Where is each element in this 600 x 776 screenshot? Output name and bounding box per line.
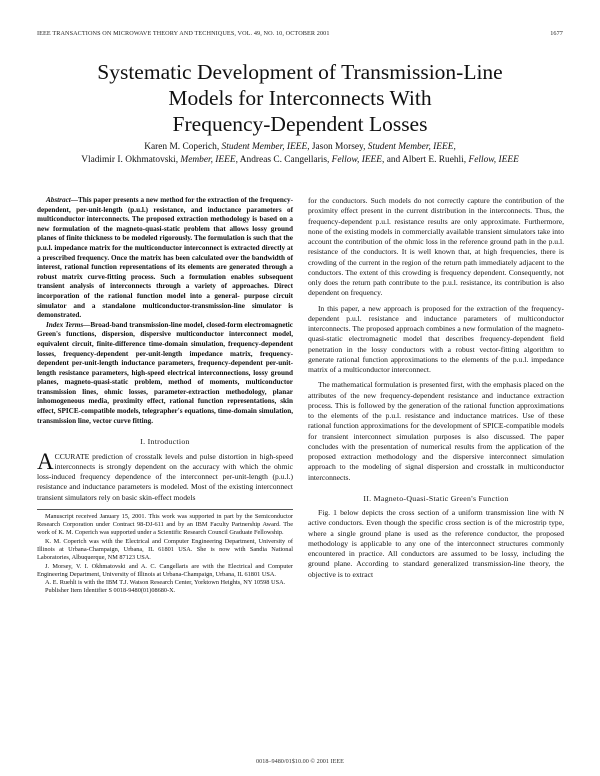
drop-cap: A bbox=[37, 448, 54, 474]
running-head bbox=[37, 30, 563, 37]
intro-text: CCURATE prediction of crosstalk levels and pulse distortion in high-speed interconnects is strongly dependent on the accuracy with which the ohmic loss-induced frequency dependence of the interconnect per-unit-length (p.u.l.) resistance and inductance parameters is modeled. Most of the existing interconnect transient simulators rely on basic skin-effect models bbox=[37, 451, 293, 502]
title-line-2: Models for Interconnects With bbox=[168, 86, 432, 110]
footnote-ruehli: A. E. Ruehli is with the IBM T.J. Watson Research Center, Yorktown Heights, NY 10598 USA. bbox=[45, 579, 286, 587]
index-terms-lead: Index Terms— bbox=[46, 320, 91, 329]
footnote-manuscript: Manuscript received January 15, 2001. This work was supported in part by the Semiconductor Research Corporation under Contract 98-DJ-611 and by an IBM Faculty Partnership Award. The work of K. M. Coperich was supported under a Scientific Research Council Graduate Fellowship. bbox=[37, 512, 293, 537]
copyright-footer: 0018–9480/01$10.00 © 2001 IEEE bbox=[256, 758, 344, 765]
author-line-1: Karen M. Coperich, Student Member, IEEE, Jason Morsey, Student Member, IEEE, bbox=[144, 142, 456, 152]
title-line-1: Systematic Development of Transmission-Line bbox=[97, 60, 503, 84]
right-column bbox=[308, 196, 564, 580]
paper-title bbox=[40, 59, 560, 137]
footnote-publisher-id: Publisher Item Identifier S 0018-9480(01)08680-X. bbox=[45, 587, 176, 595]
abstract-text: This paper presents a new method for the extraction of the frequency-dependent, per-unit-length (p.u.l.) resistance, and inductance parameters of multiconductor interconnects. The proposed extraction methodology is based on a new formulation of the magneto-quasi-static problem that allows lossy ground planes of finite thickness to be modeled rigorously. The formulation is such that the p.u.l. impedance matrix for the multiconductor interconnect is extracted directly at a prescribed frequency. Once the matrix has been calculated over the bandwidth of interest, rational function representations of its elements are generated through a robust matrix curve-fitting process. Such a formulation enables subsequent transient analysis of interconnects through a variety of approaches. Direct incorporation of the rational function model into a general- purpose circuit simulator and a standalone multiconductor-transmission-line simulator is demonstrated. bbox=[37, 196, 293, 320]
page-number: 1677 bbox=[550, 30, 563, 37]
abstract-lead: Abstract— bbox=[46, 196, 78, 204]
author-list bbox=[30, 141, 570, 166]
body-paragraph-1: for the conductors. Such models do not correctly capture the contribution of the proximity effect present in the current distribution in the interconnects. Thus, the frequency-dependent p.u.l. resistance results are only approximate. Furthermore, none of the existing models in commercially available transient simulators take into account the contribution of the ohmic loss in the reference ground path in the p.u.l. resistance of the conductors. It is well known that, at high frequencies, there is crowding of the current in the region of the return path immediately adjacent to the conductors. The extent of this crowding is frequency dependent. Consequently, not only does the return path contribute to the p.u.l. resistance, its contribution is also dependent on frequency. bbox=[308, 196, 564, 298]
footnote-morsey: J. Morsey, V. I. Okhmatovski and A. C. Cangellaris are with the Electrical and Computer Engineering Department, University of Illinois at Urbana-Champaign, Urbana, IL 61801 USA. bbox=[37, 562, 293, 578]
section-heading-introduction: I. Introduction bbox=[140, 437, 190, 447]
index-terms-text: Broad-band transmission-line model, closed-form electromagnetic Green's functions, dispersion, dispersive multiconductor interconnect model, equivalent circuit, finite-difference time-domain simulation, frequency-dependent losses, frequency-dependent per-unit-length impedance matrix, frequency-dependent per-unit-length inductance parameters, frequency-dependent per-unit-length resistance parameters, high-speed electrical interconnections, lossy ground planes, magneto-quasi-static problem, method of moments, multiconductor transmission lines, ohmic losses, parameter-extraction methodology, planar inhomogeneous media, proximity effect, rational function representations, skin effect, SPICE-compatible models, telegrapher's equations, time-domain simulation, transmission line, vector curve fitting. bbox=[37, 320, 293, 425]
abstract bbox=[37, 196, 293, 321]
body-paragraph-3: The mathematical formulation is presented first, with the emphasis placed on the attributes of the new frequency-dependent resistance and inductance extraction process. This is followed by the generation of the rational function approximations to the elements of the p.u.l. resistance and inductance matrices. Use of these rational function approximations for the development of SPICE-compatible models for transient interconnect simulation purposes is also discussed. The paper concludes with the presentation of numerical results from the application of the proposed extraction methodology and the dispersive interconnect simulation approach to the modeling of signal dispersion and crosstalk in multiconductor interconnects. bbox=[308, 380, 564, 482]
body-paragraph-2: In this paper, a new approach is proposed for the extraction of the frequency-dependent p.u.l. resistance and inductance parameters of multiconductor interconnects. The proposed approach combines a new formulation of the magneto-quasi-static electromagnetic model that describes frequency-dependent field penetration in the lossy conductors with a robust vector-fitting algorithm to generate rational function approximations to the elements of the p.u.l. impedance matrix of a multiconductor interconnect. bbox=[308, 303, 564, 374]
intro-paragraph bbox=[37, 448, 293, 503]
title-line-3: Frequency-Dependent Losses bbox=[172, 112, 428, 136]
left-column bbox=[37, 196, 293, 596]
author-line-2: Vladimir I. Okhmatovski, Member, IEEE, Andreas C. Cangellaris, Fellow, IEEE, and Albert E. Ruehli, Fellow, IEEE bbox=[81, 154, 519, 165]
footnote-coperich: K. M. Coperich was with the Electrical and Computer Engineering Department, University of Illinois at Urbana-Champaign, Urbana, IL 61801 USA. She is now with Sandia National Laboratories, Albuquerque, NM 87123 USA. bbox=[37, 537, 293, 562]
journal-header: IEEE TRANSACTIONS ON MICROWAVE THEORY AND TECHNIQUES, VOL. 49, NO. 10, OCTOBER 2001 bbox=[37, 30, 330, 37]
section-heading-green-function: II. Magneto-Quasi-Static Green's Function bbox=[363, 493, 509, 503]
body-paragraph-4: Fig. 1 below depicts the cross section of a uniform transmission line with N active conductors. Even though the specific cross section is of the microstrip type, where a single ground plane is used as the reference conductor, the proposed methodology is applicable to any one of the interconnect structures commonly encountered in practice. All conductors are assumed to be lossy, including the ground plane. According to standard generalized transmission-line theory, the objective is to extract bbox=[308, 508, 564, 579]
index-terms bbox=[37, 321, 293, 427]
footnotes bbox=[37, 509, 293, 596]
